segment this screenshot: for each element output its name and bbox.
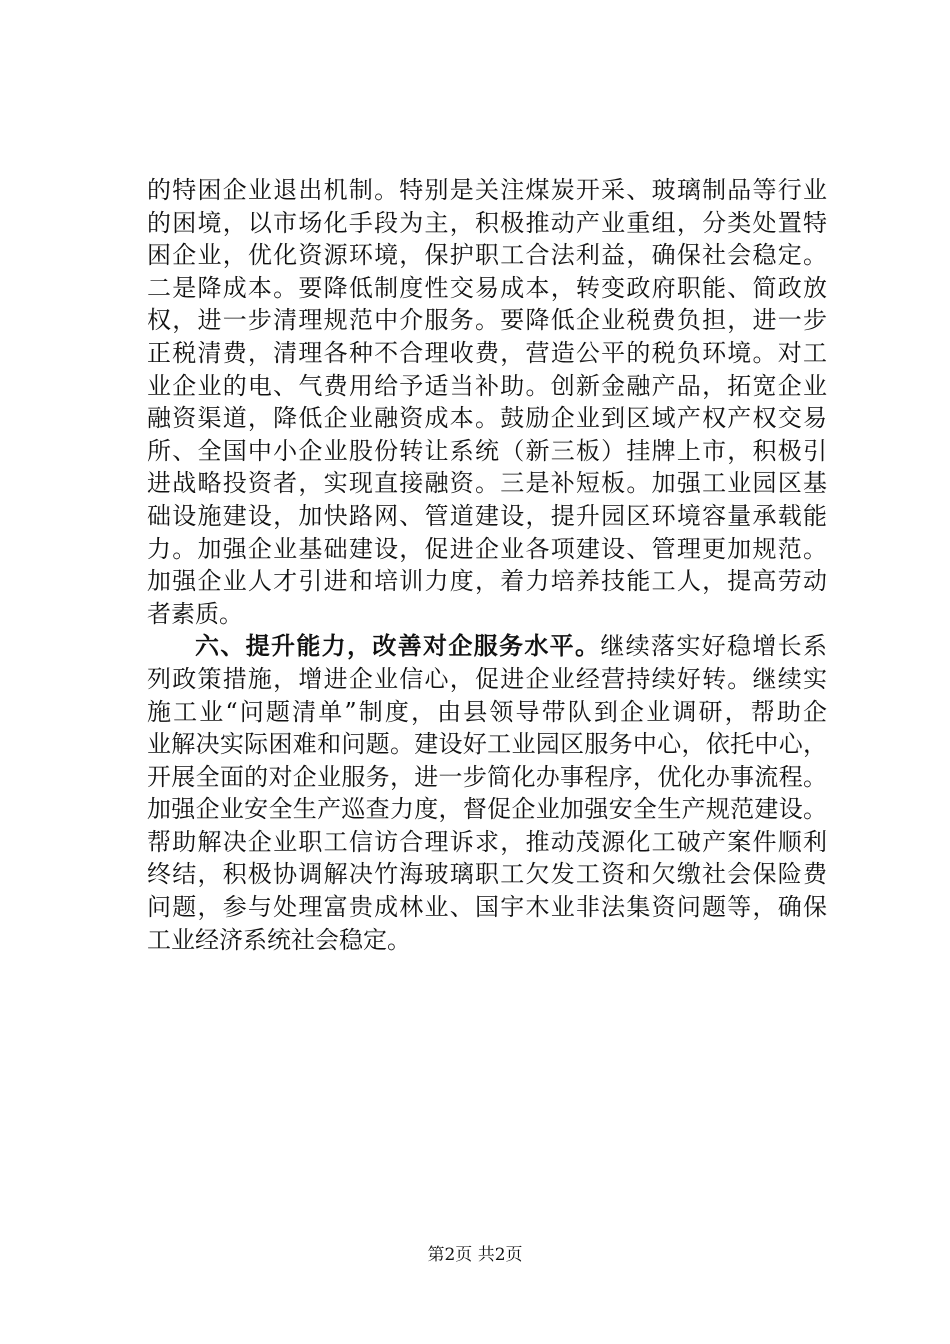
text-line: 加强企业安全生产巡查力度，督促企业加强安全生产规范建设。	[147, 795, 827, 824]
text-line: 进战略投资者，实现直接融资。三是补短板。加强工业园区基	[147, 469, 827, 498]
page-number-footer: 第2页 共2页	[427, 1245, 523, 1265]
text-line	[147, 630, 827, 663]
text-line: 者素质。	[147, 599, 243, 628]
text-line: 的特困企业退出机制。特别是关注煤炭开采、玻璃制品等行业	[147, 176, 827, 204]
paragraph-1	[147, 174, 827, 630]
document-body	[147, 174, 827, 956]
text-line: 列政策措施，增进企业信心，促进企业经营持续好转。继续实	[147, 664, 827, 693]
text-line: 础设施建设，加快路网、管道建设，提升园区环境容量承载能	[147, 501, 827, 530]
text-line: 开展全面的对企业服务，进一步简化办事程序，优化办事流程。	[147, 762, 827, 791]
text-line: 业解决实际困难和问题。建设好工业园区服务中心，依托中心，	[147, 730, 827, 759]
text-line: 工业经济系统社会稳定。	[147, 925, 411, 954]
section-heading: 六、提升能力，改善对企服务水平。	[195, 631, 601, 661]
text-line: 二是降成本。要降低制度性交易成本，转变政府职能、简政放	[147, 273, 827, 302]
text-line: 终结，积极协调解决竹海玻璃职工欠发工资和欠缴社会保险费	[147, 860, 827, 889]
text-line: 困企业，优化资源环境，保护职工合法利益，确保社会稳定。	[147, 241, 827, 270]
text-line: 正税清费，清理各种不合理收费，营造公平的税负环境。对工	[147, 338, 827, 367]
text-line: 帮助解决企业职工信访合理诉求，推动茂源化工破产案件顺利	[147, 827, 827, 856]
text-line: 施工业“问题清单”制度，由县领导带队到企业调研，帮助企	[147, 697, 827, 726]
text-line: 问题，参与处理富贵成林业、国宇木业非法集资问题等，确保	[147, 893, 827, 922]
paragraph-2	[147, 630, 827, 956]
text-line: 力。加强企业基础建设，促进企业各项建设、管理更加规范。	[147, 534, 827, 563]
text-line: 业企业的电、气费用给予适当补助。创新金融产品，拓宽企业	[147, 371, 827, 400]
section-heading-continuation: 继续落实好稳增长系	[600, 632, 828, 661]
text-line: 的困境，以市场化手段为主，积极推动产业重组，分类处置特	[147, 208, 827, 237]
text-line: 融资渠道，降低企业融资成本。鼓励企业到区域产权产权交易	[147, 404, 827, 433]
text-line: 所、全国中小企业股份转让系统（新三板）挂牌上市，积极引	[147, 436, 827, 465]
text-line: 权，进一步清理规范中介服务。要降低企业税费负担，进一步	[147, 306, 827, 335]
text-line: 加强企业人才引进和培训力度，着力培养技能工人，提高劳动	[147, 567, 827, 596]
